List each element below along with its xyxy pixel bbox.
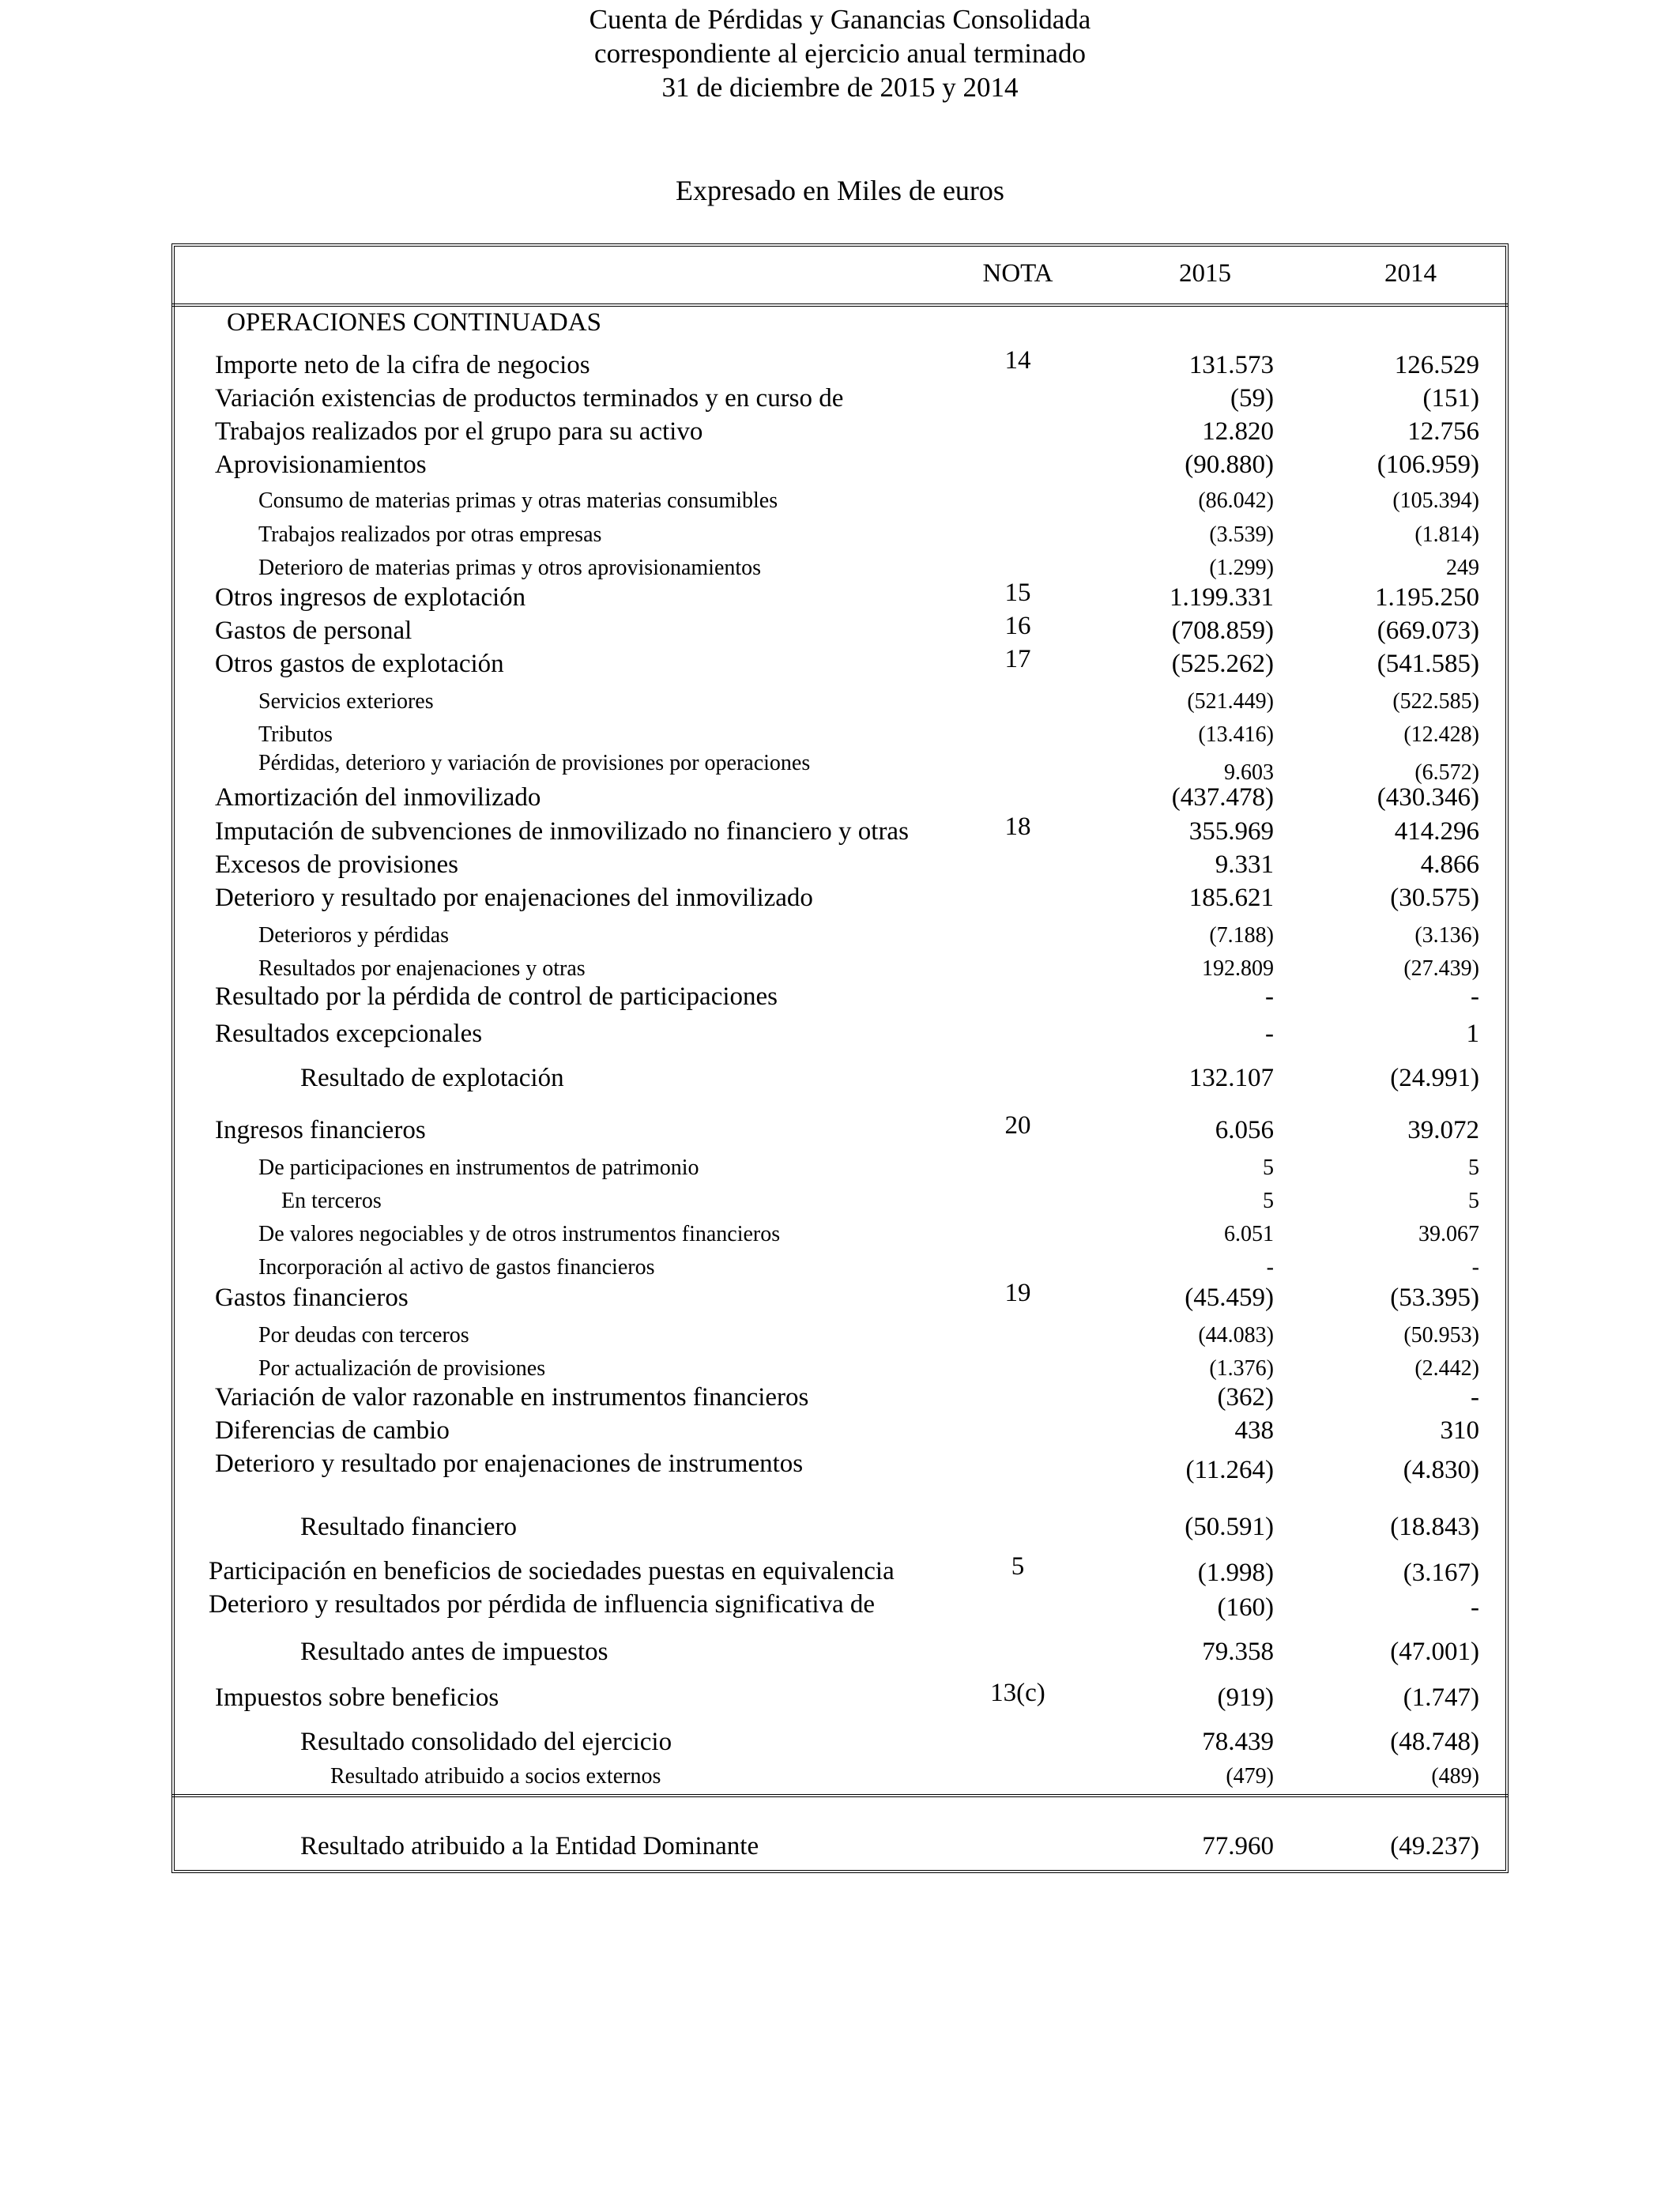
value-2015: 131.573 <box>1188 351 1274 379</box>
value-2015: 1.199.331 <box>1170 583 1274 612</box>
value-2014: 39.072 <box>1407 1116 1479 1144</box>
value-2014: (27.439) <box>1403 956 1479 981</box>
value-2014: (151) <box>1422 384 1479 413</box>
row-label: En terceros <box>281 1189 382 1213</box>
row-label: Excesos de provisiones <box>215 850 458 879</box>
value-2014: - <box>1471 982 1479 1011</box>
row-label: Resultado por la pérdida de control de participaciones <box>215 982 778 1011</box>
table-header <box>171 243 1509 307</box>
value-2014: (1.747) <box>1403 1683 1479 1712</box>
row-nota: 14 <box>1004 346 1031 375</box>
value-2014: 5 <box>1468 1155 1479 1180</box>
value-2014: 39.067 <box>1418 1222 1479 1246</box>
value-2015: 5 <box>1263 1155 1274 1180</box>
row-nota: 18 <box>1004 812 1031 841</box>
section-label: OPERACIONES CONTINUADAS <box>227 308 601 337</box>
row-label: Otros gastos de explotación <box>215 650 504 678</box>
value-2015: 6.051 <box>1224 1222 1274 1246</box>
value-2014: (24.991) <box>1390 1064 1479 1092</box>
row-nota: 13(c) <box>990 1679 1045 1707</box>
row-nota: 19 <box>1004 1279 1031 1307</box>
value-2014: (105.394) <box>1392 488 1479 513</box>
value-2015: (525.262) <box>1171 650 1274 678</box>
row-label: Diferencias de cambio <box>215 1416 450 1445</box>
value-2015: 79.358 <box>1202 1638 1274 1666</box>
value-2015: (45.459) <box>1185 1284 1274 1312</box>
row-label: Variación de valor razonable en instrumentos financieros <box>215 1383 809 1412</box>
row-label: Resultado financiero <box>300 1513 517 1541</box>
row-label: Variación existencias de productos terminados y en curso de <box>215 384 844 413</box>
value-2015: (1.998) <box>1197 1559 1274 1587</box>
value-2014: (489) <box>1431 1764 1479 1789</box>
value-2014: - <box>1471 1383 1479 1412</box>
value-2015: 12.820 <box>1202 417 1274 446</box>
value-2015: (1.299) <box>1209 556 1274 580</box>
value-2015: (3.539) <box>1209 522 1274 547</box>
value-2015: (11.264) <box>1185 1456 1274 1484</box>
row-label: Resultado consolidado del ejercicio <box>300 1728 672 1756</box>
row-label: Incorporación al activo de gastos financieros <box>258 1255 655 1280</box>
value-2015: 6.056 <box>1215 1116 1274 1144</box>
value-2015: (44.083) <box>1198 1323 1274 1348</box>
value-2014: 310 <box>1440 1416 1479 1445</box>
value-2015: 77.960 <box>1202 1832 1274 1860</box>
row-label: Trabajos realizados por otras empresas <box>258 522 602 547</box>
row-label: Tributos <box>258 722 333 747</box>
value-2014: 1.195.250 <box>1375 583 1479 612</box>
row-label: Resultado atribuido a la Entidad Dominante <box>300 1832 759 1860</box>
row-nota: 16 <box>1004 612 1031 640</box>
value-2015: 355.969 <box>1188 817 1274 846</box>
value-2014: (18.843) <box>1390 1513 1479 1541</box>
header-nota: NOTA <box>982 259 1053 288</box>
row-label: Por deudas con terceros <box>258 1323 469 1348</box>
units-caption: Expresado en Miles de euros <box>676 175 1004 206</box>
value-2015: - <box>1266 1255 1274 1280</box>
title-line-2: correspondiente al ejercicio anual terminado <box>594 38 1086 69</box>
row-label: Pérdidas, deterioro y variación de provisiones por operaciones <box>258 751 811 775</box>
value-2015: (7.188) <box>1209 923 1274 948</box>
value-2014: (12.428) <box>1403 722 1479 747</box>
row-label: Deterioros y pérdidas <box>258 923 450 948</box>
value-2014: - <box>1471 1593 1479 1622</box>
row-label: Deterioro de materias primas y otros aprovisionamientos <box>258 556 762 580</box>
value-2014: (522.585) <box>1392 689 1479 714</box>
row-label: Resultado antes de impuestos <box>300 1638 608 1666</box>
value-2014: 249 <box>1446 556 1479 580</box>
row-label: Deterioro y resultados por pérdida de influencia significativa de <box>209 1590 876 1619</box>
value-2014: (541.585) <box>1377 650 1479 678</box>
value-2014: (3.167) <box>1403 1559 1479 1587</box>
value-2015: 78.439 <box>1202 1728 1274 1756</box>
value-2014: (669.073) <box>1377 616 1479 645</box>
value-2014: (47.001) <box>1390 1638 1479 1666</box>
value-2015: 192.809 <box>1202 956 1274 981</box>
row-label: Imputación de subvenciones de inmovilizado no financiero y otras <box>215 817 909 846</box>
header-2015: 2015 <box>1179 259 1231 288</box>
value-2014: (106.959) <box>1377 450 1479 479</box>
value-2015: 5 <box>1263 1189 1274 1213</box>
value-2014: (1.814) <box>1414 522 1479 547</box>
value-2014: (49.237) <box>1390 1832 1479 1860</box>
value-2015: - <box>1265 982 1274 1011</box>
value-2015: (50.591) <box>1185 1513 1274 1541</box>
value-2014: (48.748) <box>1390 1728 1479 1756</box>
value-2015: (86.042) <box>1198 488 1274 513</box>
value-2015: 185.621 <box>1188 884 1274 912</box>
value-2015: (1.376) <box>1209 1356 1274 1381</box>
row-nota: 17 <box>1004 645 1031 673</box>
value-2014: 12.756 <box>1407 417 1479 446</box>
title-line-3: 31 de diciembre de 2015 y 2014 <box>661 72 1019 103</box>
row-label: Resultado atribuido a socios externos <box>330 1764 661 1789</box>
value-2014: (430.346) <box>1377 783 1479 812</box>
header-2014: 2014 <box>1384 259 1437 288</box>
row-label: Consumo de materias primas y otras materias consumibles <box>258 488 778 513</box>
value-2015: (160) <box>1217 1593 1274 1622</box>
value-2015: (90.880) <box>1185 450 1274 479</box>
row-nota: 5 <box>1011 1552 1025 1581</box>
row-label: Resultados excepcionales <box>215 1020 483 1048</box>
value-2015: (437.478) <box>1171 783 1274 812</box>
value-2015: 132.107 <box>1188 1064 1274 1092</box>
row-nota: 15 <box>1004 579 1031 607</box>
value-2015: (13.416) <box>1198 722 1274 747</box>
value-2014: - <box>1471 1255 1479 1280</box>
value-2015: 9.331 <box>1215 850 1274 879</box>
value-2014: (4.830) <box>1403 1456 1479 1484</box>
row-label: Participación en beneficios de sociedades puestas en equivalencia <box>209 1557 895 1585</box>
row-label: Trabajos realizados por el grupo para su activo <box>215 417 703 446</box>
row-label: Deterioro y resultado por enajenaciones de instrumentos <box>215 1449 804 1478</box>
value-2014: 126.529 <box>1394 351 1479 379</box>
row-label: Resultados por enajenaciones y otras <box>258 956 586 981</box>
row-label: Aprovisionamientos <box>215 450 427 479</box>
row-label: Gastos financieros <box>215 1284 409 1312</box>
value-2014: (3.136) <box>1414 923 1479 948</box>
value-2015: (919) <box>1217 1683 1274 1712</box>
row-label: De valores negociables y de otros instrumentos financieros <box>258 1222 781 1246</box>
value-2014: 1 <box>1466 1020 1479 1048</box>
row-label: Resultado de explotación <box>300 1064 564 1092</box>
row-label: Ingresos financieros <box>215 1116 426 1144</box>
row-label: De participaciones en instrumentos de patrimonio <box>258 1155 699 1180</box>
value-2014: 5 <box>1468 1189 1479 1213</box>
value-2015: (59) <box>1230 384 1274 413</box>
row-label: Importe neto de la cifra de negocios <box>215 351 590 379</box>
value-2014: (50.953) <box>1403 1323 1479 1348</box>
row-label: Servicios exteriores <box>258 689 434 714</box>
value-2015: 438 <box>1234 1416 1274 1445</box>
value-2014: (53.395) <box>1390 1284 1479 1312</box>
row-label: Por actualización de provisiones <box>258 1356 546 1381</box>
value-2015: (708.859) <box>1171 616 1274 645</box>
row-nota: 20 <box>1004 1111 1031 1140</box>
value-2015: (362) <box>1217 1383 1274 1412</box>
title-line-1: Cuenta de Pérdidas y Ganancias Consolidada <box>589 4 1091 35</box>
value-2015: (521.449) <box>1187 689 1274 714</box>
value-2014: 4.866 <box>1420 850 1479 879</box>
value-2014: (30.575) <box>1390 884 1479 912</box>
value-2014: (2.442) <box>1414 1356 1479 1381</box>
row-label: Gastos de personal <box>215 616 412 645</box>
value-2014: (6.572) <box>1414 760 1479 785</box>
value-2014: 414.296 <box>1394 817 1479 846</box>
value-2015: - <box>1265 1020 1274 1048</box>
row-label: Otros ingresos de explotación <box>215 583 526 612</box>
value-2015: (479) <box>1226 1764 1274 1789</box>
row-label: Deterioro y resultado por enajenaciones del inmovilizado <box>215 884 813 912</box>
row-label: Impuestos sobre beneficios <box>215 1683 499 1712</box>
value-2015: 9.603 <box>1224 760 1274 785</box>
row-label: Amortización del inmovilizado <box>215 783 541 812</box>
